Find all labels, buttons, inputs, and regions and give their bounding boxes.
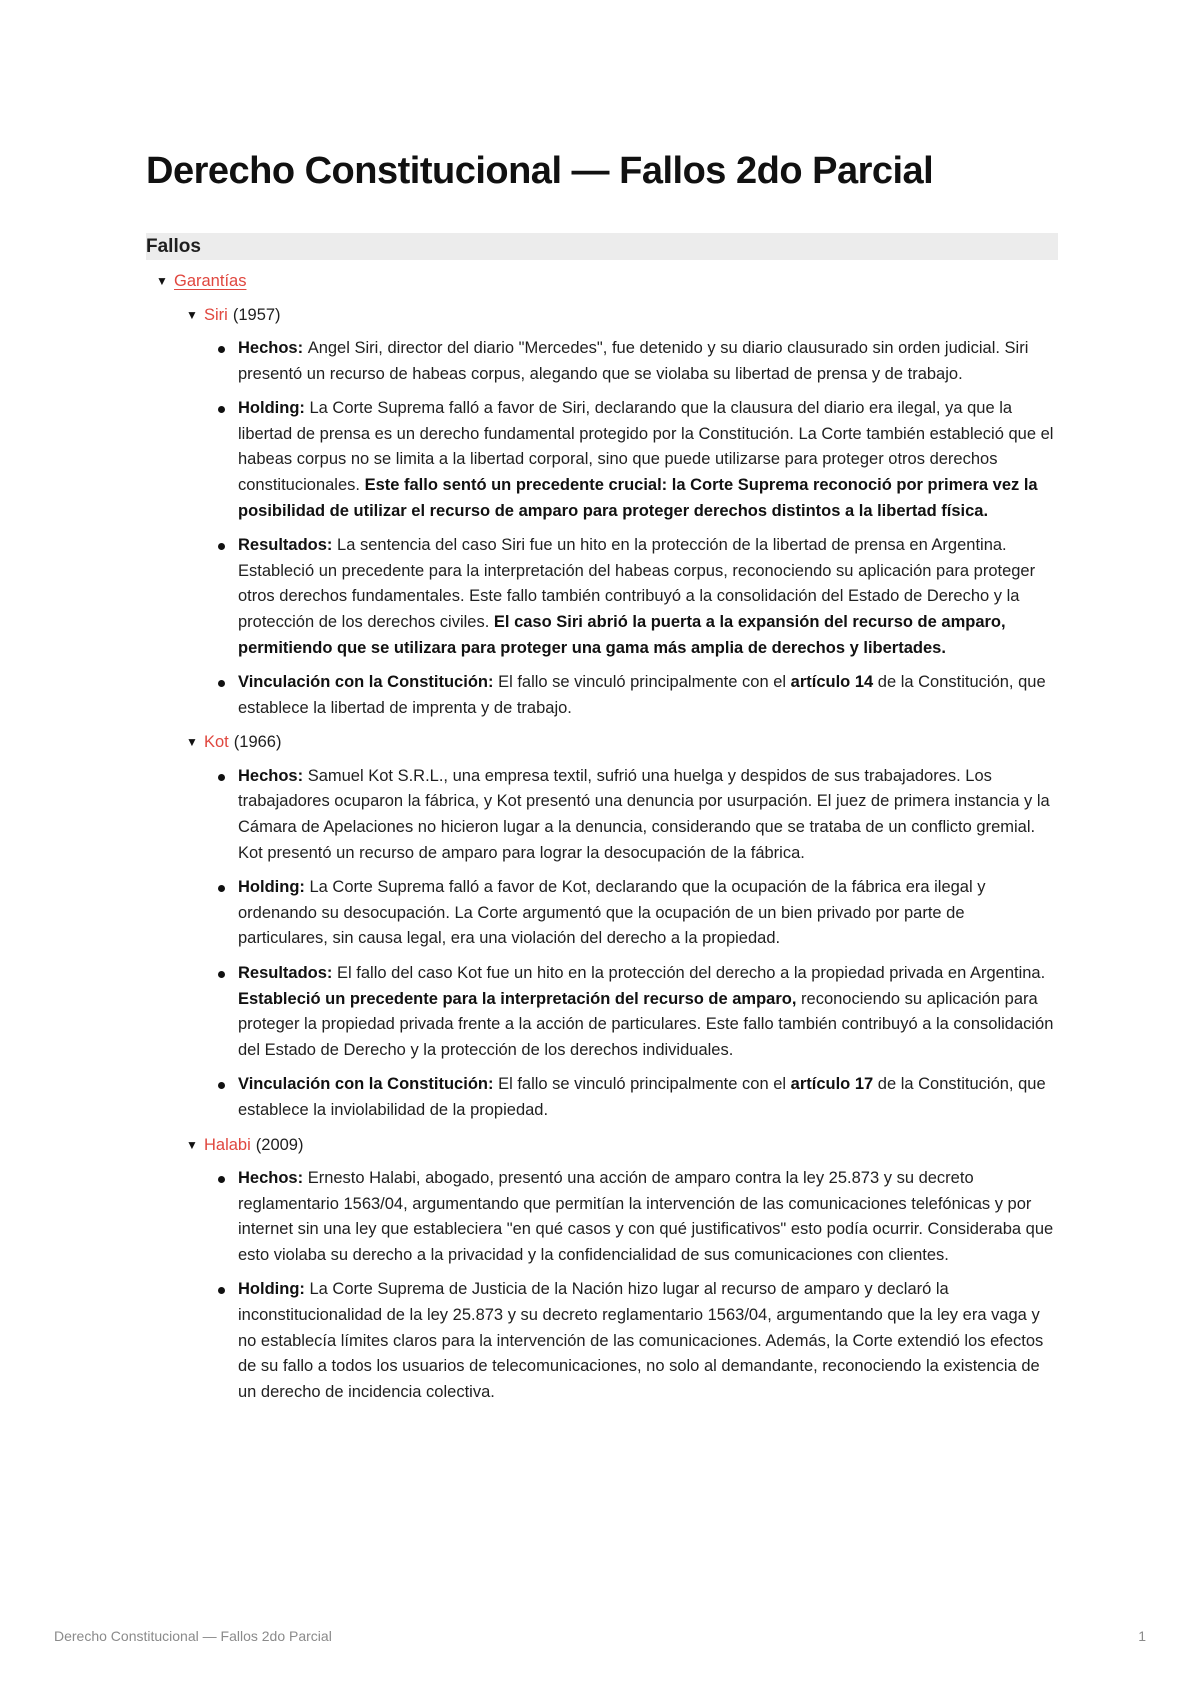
- body-text: La Corte Suprema de Justicia de la Nación hizo lugar al recurso de amparo y declaró la inconstitucionalidad de la ley 25.873 y su decreto reglamentario 1563/04, argumentando que la ley era vaga y no establecía límites claros para la intervención de las comunicaciones. Además, la Corte extendió los efectos de su fallo a todos los usuarios de telecomunicaciones, no solo al demandante, reconociendo la existencia de un derecho de incidencia colectiva.: [238, 1280, 1044, 1401]
- case-name-link[interactable]: Halabi: [204, 1135, 251, 1154]
- caret-down-icon[interactable]: ▼: [186, 307, 198, 322]
- toggle-case-kot[interactable]: [186, 730, 1058, 756]
- body-text: Angel Siri, director del diario "Mercedes", fue detenido y su diario clausurado sin orden judicial. Siri presentó un recurso de habeas corpus, alegando que se violaba su libertad de prensa y de trabajo.: [238, 339, 1029, 383]
- bold-text: Vinculación con la Constitución:: [238, 1075, 499, 1094]
- toggle-case-siri[interactable]: [186, 303, 1058, 329]
- list-item: [216, 875, 1058, 952]
- list-item: [216, 961, 1058, 1063]
- body-text: reconociendo su aplicación para proteger la propiedad privada frente a la acción de particulares. Este fallo también contribuyó a la consolidación del Estado de Derecho y la protección de los derechos individuales.: [238, 989, 1054, 1059]
- toggle-case-halabi[interactable]: [186, 1133, 1058, 1159]
- bold-text: Hechos:: [238, 339, 308, 357]
- body-text: Ernesto Halabi, abogado, presentó una acción de amparo contra la ley 25.873 y su decreto reglamentario 1563/04, argumentando que permitían la intervención de las comunicaciones telefónicas y por internet sin una ley que estableciera "en qué casos y con qué justificativos" esto podía ocurrir. Consideraba que esto violaba su derecho a la privacidad y la confidencialidad de sus comunicaciones con clientes.: [238, 1169, 1054, 1264]
- page-title: Derecho Constitucional — Fallos 2do Parcial: [146, 150, 934, 192]
- document-page: [146, 145, 1058, 1414]
- caret-down-icon[interactable]: ▼: [156, 274, 168, 288]
- bold-text: Este fallo sentó un precedente crucial: la Corte Suprema reconoció por primera vez la posibilidad de utilizar el recurso de amparo para proteger derechos distintos a la libertad física.: [238, 475, 1038, 520]
- body-text: de la Constitución, que establece la inviolabilidad de la propiedad.: [238, 1075, 1046, 1119]
- case-name-link[interactable]: Siri: [204, 305, 228, 324]
- case-list: [146, 303, 1058, 1406]
- bold-text: Hechos:: [238, 766, 308, 785]
- bold-text: Estableció un precedente para la interpretación del recurso de amparo,: [238, 989, 797, 1008]
- case-year: (2009): [255, 1135, 304, 1154]
- bold-text: Holding:: [238, 1280, 310, 1299]
- section-heading-fallos: Fallos: [146, 233, 1058, 260]
- list-item: [216, 1277, 1058, 1405]
- body-text: La Corte Suprema falló a favor de Siri, declarando que la clausura del diario era ilegal, ya que la libertad de prensa es un derecho fundamental protegido por la Constitución. La Corte también estableció que el habeas corpus no se limita a la libertad corporal, sino que puede utilizarse para proteger otros derechos constitucionales.: [238, 399, 1054, 494]
- body-text: Samuel Kot S.R.L., una empresa textil, sufrió una huelga y despidos de sus trabajadores. Los trabajadores ocuparon la fábrica, y Kot presentó una denuncia por usurpación. El juez de primera instancia y la Cámara de Apelaciones no hicieron lugar a la denuncia, considerando que se trataba de un conflicto gremial. Kot presentó un recurso de amparo para lograr la desocupación de la fábrica.: [238, 766, 1050, 862]
- case-year: (1957): [232, 305, 281, 324]
- case-details-list: [146, 1166, 1058, 1405]
- body-text: de la Constitución, que establece la libertad de imprenta y de trabajo.: [238, 673, 1046, 717]
- body-text: El fallo se vinculó principalmente con el: [498, 1075, 791, 1094]
- bold-text: artículo 14: [790, 673, 874, 692]
- bold-text: artículo 17: [790, 1075, 874, 1094]
- category-link[interactable]: Garantías: [174, 272, 247, 290]
- case-name-link[interactable]: Kot: [204, 733, 229, 752]
- list-item: [216, 764, 1058, 866]
- caret-down-icon[interactable]: ▼: [186, 1137, 198, 1152]
- footer-title: Derecho Constitucional — Fallos 2do Parcial: [54, 1628, 332, 1644]
- list-item: [216, 670, 1058, 721]
- list-item: [216, 1072, 1058, 1123]
- bold-text: Hechos:: [238, 1169, 308, 1188]
- bold-text: Holding:: [238, 399, 310, 418]
- list-item: [216, 396, 1058, 524]
- list-item: [216, 1166, 1058, 1268]
- bold-text: Resultados:: [238, 536, 338, 555]
- case-year: (1966): [233, 733, 282, 752]
- caret-down-icon[interactable]: ▼: [186, 735, 198, 750]
- page-footer: [54, 1628, 1146, 1644]
- page-number: 1: [1138, 1628, 1146, 1644]
- body-text: La sentencia del caso Siri fue un hito en la protección de la libertad de prensa en Argentina. Estableció un precedente para la interpretación del habeas corpus, reconociendo su aplicación para proteger otros derechos fundamentales. Este fallo también contribuyó a la consolidación del Estado de Derecho y la protección de los derechos civiles.: [238, 536, 1036, 631]
- case-details-list: [146, 336, 1058, 721]
- list-item: [216, 336, 1058, 387]
- bold-text: Holding:: [238, 878, 310, 897]
- toggle-garantias[interactable]: [156, 269, 1058, 295]
- body-text: La Corte Suprema falló a favor de Kot, declarando que la ocupación de la fábrica era ilegal y ordenando su desocupación. La Corte argumentó que la ocupación de un bien privado por parte de particulares, sin causa legal, era una violación del derecho a la propiedad.: [238, 878, 986, 948]
- bold-text: Vinculación con la Constitución:: [238, 673, 499, 692]
- body-text: El fallo se vinculó principalmente con el: [498, 673, 791, 692]
- list-item: [216, 533, 1058, 661]
- body-text: El fallo del caso Kot fue un hito en la protección del derecho a la propiedad privada en Argentina.: [337, 963, 1046, 982]
- bold-text: El caso Siri abrió la puerta a la expansión del recurso de amparo, permitiendo que se utilizara para proteger una gama más amplia de derechos y libertades.: [238, 612, 1006, 657]
- case-details-list: [146, 764, 1058, 1124]
- bold-text: Resultados:: [238, 963, 338, 982]
